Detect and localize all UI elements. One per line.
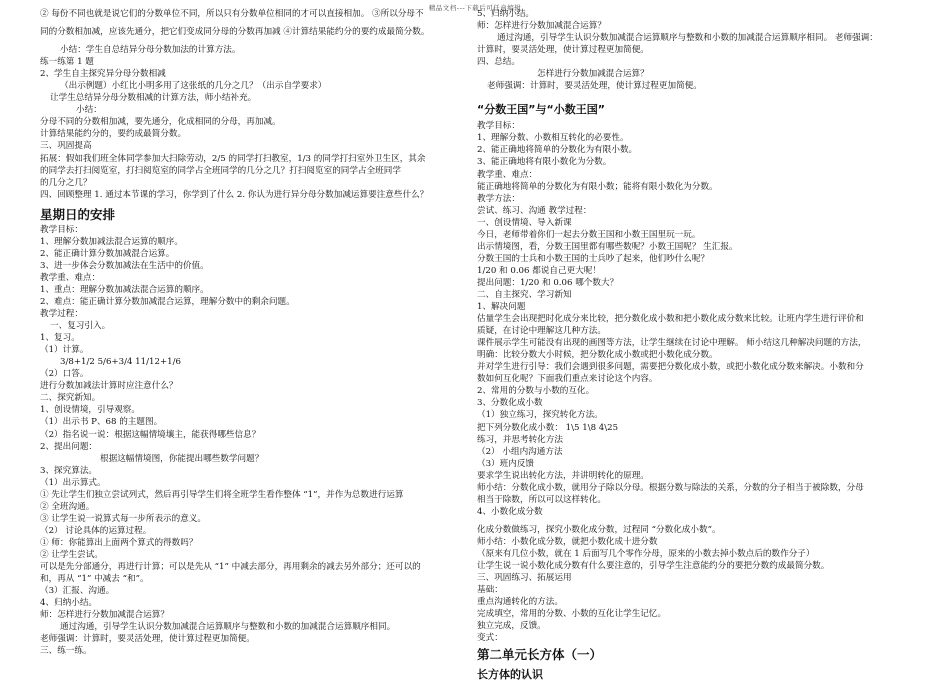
text-line: 师小结：分数化成小数，就用分子除以分母。根据分数与除法的关系，分数的分子相当于被除数，分母: [477, 482, 864, 493]
text-line: ① 先让学生们独立尝试列式，然后再引导学生们将全班学生看作整体 “1”，并作为总数进行运算: [40, 489, 404, 500]
text-line: 计算时，要灵活处理，使计算过程更加简便。: [477, 45, 649, 56]
text-line: 3、分数化成小数: [477, 398, 543, 409]
text-line: 师：怎样进行分数加减混合运算？: [40, 610, 169, 621]
text-line: 基础：: [477, 585, 503, 596]
text-line: （1）出示算式。: [40, 477, 106, 488]
text-line: 同的分数相加减，应该先通分，把它们变成同分母的分数再加减 ④计算结果能约分的要约成最简分数。: [40, 27, 430, 38]
text-line: 3、探究算法。: [40, 465, 98, 476]
text-line: 拓展：假如我们班全体同学参加大扫除劳动，2/5 的同学打扫教室，1/3 的同学打扫室外卫生区，其余: [40, 153, 426, 164]
text-line: 四、总结。: [477, 57, 520, 68]
text-line: 提出问题：1/20 和 0.06 哪个数大？: [477, 277, 619, 288]
text-line: 练一练第 1 题: [40, 57, 94, 68]
text-line: （1）计算。: [40, 345, 89, 356]
text-line: 的同学去打扫阅览室，打扫阅览室的同学占全班同学的几分之几？打扫阅览室的同学占全班同学: [40, 165, 401, 176]
text-line: 教学重、难点：: [40, 272, 101, 283]
text-line: 让学生说一说小数化成分数有什么要注意的，引导学生注意能约分的要把分数约成最简分数。: [477, 561, 830, 572]
text-line: 老师强调：计算时，要灵活处理，使计算过程更加简便。: [487, 81, 702, 92]
text-line: 练习，并思考转化方法: [477, 434, 563, 445]
unit-title: 第二单元长方体（一）: [477, 647, 603, 663]
text-line: 教学过程：: [40, 309, 83, 320]
text-line: 三、巩固练习、拓展运用: [477, 573, 572, 584]
text-line: 小结：: [76, 105, 102, 116]
text-line: 师：怎样进行分数加减混合运算？: [477, 21, 606, 32]
text-line: 教学重、难点：: [477, 169, 538, 180]
text-line: 通过沟通，引导学生认识分数加减混合运算顺序与整数和小数的加减混合运算顺序相同。: [60, 622, 396, 633]
text-line: ① 师：你能算出上面两个算式的得数吗？: [40, 537, 198, 548]
text-line: ② 每份不同也就是说它们的分数单位不同，所以只有分数单位相同的才可以直接相加。 ③所以分母不: [40, 9, 424, 19]
text-line: 2、提出问题：: [40, 441, 98, 452]
text-line: 今日，老师带着你们一起去分数王国和小数王国里玩一玩。: [477, 229, 701, 240]
text-line: 教学方法：: [477, 193, 520, 204]
text-line: 相当于除数，所以可以这样转化。: [477, 494, 606, 505]
text-line: （3）班内反馈: [477, 458, 535, 469]
text-line: 变式：: [477, 633, 503, 644]
text-line: 老师强调：计算时，要灵活处理，使计算过程更加简便。: [40, 634, 255, 645]
text-line: 1、复习。: [40, 333, 80, 344]
text-line: （3）汇报、沟通。: [40, 586, 115, 597]
text-line: 质疑，在讨论中理解这几种方法。: [477, 326, 606, 337]
text-line: 教学目标：: [477, 121, 520, 132]
text-line: （原来有几位小数，就在 1 后面写几个零作分母，原来的小数去掉小数点后的数作分子）: [477, 548, 815, 559]
text-line: （2）口答。: [40, 369, 89, 380]
text-line: （出示例题）小红比小明多用了这张纸的几分之几？（出示自学要求）: [60, 81, 327, 92]
text-line: 小结：学生自总结异分母分数加法的计算方法。: [60, 45, 241, 56]
left-column: [40, 8, 475, 657]
text-line: （1）独立练习，探究转化方法。: [477, 410, 603, 421]
text-line: 要求学生说出转化方法，并讲明转化的原理。: [477, 470, 649, 481]
text-line: ② 全班沟通。: [40, 501, 95, 512]
text-line: 3/8+1/2 5/6+3/4 11/12+1/6: [60, 357, 181, 368]
text-line: 估量学生会出现把时化成分来比较，把分数化成小数和把小数化成分数来比较。让班内学生进行评价和: [477, 314, 864, 325]
section-title: “分数王国”与“小数王国”: [477, 103, 605, 117]
text-line: 能正确地将简单的分数化为有限小数；能将有限小数化为分数。: [477, 181, 718, 192]
text-line: 1、理解分数加减法混合运算的顺序。: [40, 236, 183, 247]
text-line: 尝试、练习、沟通 教学过程：: [477, 205, 592, 216]
text-line: 4、小数化成分数: [477, 506, 543, 517]
text-line: 1/20 和 0.06 都说自己更大呢！: [477, 265, 601, 276]
right-column: [477, 8, 917, 685]
sub-title: 长方体的认识: [477, 668, 543, 682]
text-line: 的几分之几？: [40, 177, 92, 188]
text-line: 三、巩固提高: [40, 141, 92, 152]
text-line: （2） 讨论具体的运算过程。: [40, 525, 152, 536]
text-line: 4、归纳小结。: [40, 598, 98, 609]
text-line: 数如何互化呢？下面我们重点来讨论这个内容。: [477, 374, 658, 385]
section-title: 星期日的安排: [40, 206, 116, 222]
text-line: （2） 小组内沟通方法: [477, 446, 563, 457]
text-line: 明确：比较分数大小时候，把分数化成小数或把小数化成分数。: [477, 350, 718, 361]
text-line: 1、重点：理解分数加减法混合运算的顺序。: [40, 284, 209, 295]
text-line: 分数王国的士兵和小数王国的士兵吵了起来，他们吵什么呢？: [477, 253, 710, 264]
text-line: 重点沟通转化的方法。: [477, 597, 563, 608]
text-line: 化成分数做练习，探究小数化成分数，过程同 “分数化成小数”。: [477, 524, 721, 535]
text-line: （1）出示书 P、68 的主题图。: [40, 417, 163, 428]
text-line: （2）指名说一说：根据这幅情境壤主，能获得哪些信息？: [40, 429, 261, 440]
text-line: 师小结：小数化成分数，就把小数化成十进分数: [477, 536, 658, 547]
text-line: 2、常用的分数与小数的互化。: [477, 386, 595, 397]
text-line: 把下列分数化成小数： 1\5 1\8 4\25: [477, 422, 619, 433]
text-line: 并对学生进行引导：我们会遇到很多问题，需要把分数化成小数，或把小数化成分数来解决。小数和分: [477, 362, 864, 373]
text-line: 教学目标：: [40, 224, 83, 235]
text-line: 2、学生自主探究异分母分数相减: [40, 69, 166, 80]
text-line: 计算结果能约分的，要约成最简分数。: [40, 129, 187, 140]
text-line: 2、难点：能正确计算分数加减混合运算，理解分数中的剩余问题。: [40, 296, 295, 307]
text-line: 2、能正确地将简单的分数化为有限小数。: [477, 145, 638, 156]
text-line: 1、解决问题: [477, 302, 526, 313]
text-line: 可以是先分部通分，再进行计算；可以是先从 “1” 中减去部分，再用剩余的减去另外部分；还可以的: [40, 562, 421, 573]
text-line: 一、创设情境、导入新课: [477, 217, 572, 228]
text-line: ② 让学生尝试。: [40, 549, 103, 560]
text-line: 1、创设情境，引导观察。: [40, 405, 140, 416]
text-line: 二、探究新知。: [40, 393, 101, 404]
text-line: 二、自主探究、学习新知: [477, 289, 572, 300]
text-line: 三、练一练。: [40, 646, 92, 657]
text-line: 四、回顾整理 1. 通过本节课的学习，你学到了什么 2. 你认为进行异分母分数加减运算要注意些什么？: [40, 189, 429, 200]
text-line: ③ 让学生说一说算式每一步所表示的意义。: [40, 513, 207, 524]
text-line: 和，再从 “1” 中减去 “和”。: [40, 574, 149, 585]
text-line: 通过沟通，引导学生认识分数加减混合运算顺序与整数和小数的加减混合运算顺序相同。 老师强调：: [497, 33, 878, 44]
text-line: 2、能正确计算分数加减混合运算。: [40, 248, 175, 259]
text-line: 1、理解分数、小数相互转化的必要性。: [477, 133, 629, 144]
text-line: 根据这幅情境图，你能提出哪些数学问题？: [100, 453, 264, 464]
text-line: 完成填空，常用的分数、小数的互化让学生记忆。: [477, 609, 667, 620]
text-line: 分母不同的分数相加减，要先通分，化成相同的分母，再加减。: [40, 117, 281, 128]
text-line: 5、归纳小结。: [477, 9, 535, 19]
text-line: 怎样进行分数加减混合运算？: [537, 69, 649, 80]
text-line: 出示情境图，看，分数王国里都有哪些数呢？小数王国呢？ 生汇报。: [477, 241, 738, 252]
text-line: 让学生总结异分母分数相减的计算方法，师小结补充。: [50, 93, 257, 104]
text-line: 3、能正确地将有限小数化为分数。: [477, 157, 612, 168]
text-line: 课件展示学生可能没有出现的画图等方法，让学生继续在讨论中理解。 师小结这几种解决问题的方法，: [477, 338, 867, 349]
text-line: 进行分数加减法计算时应注意什么？: [40, 381, 178, 392]
text-line: 一、复习引入。: [50, 321, 111, 332]
header-note: 精品文档---下载后可任意编辑: [428, 4, 522, 12]
text-line: 3、进一步体会分数加减法在生活中的价值。: [40, 260, 209, 271]
text-line: 独立完成，反馈。: [477, 621, 546, 632]
